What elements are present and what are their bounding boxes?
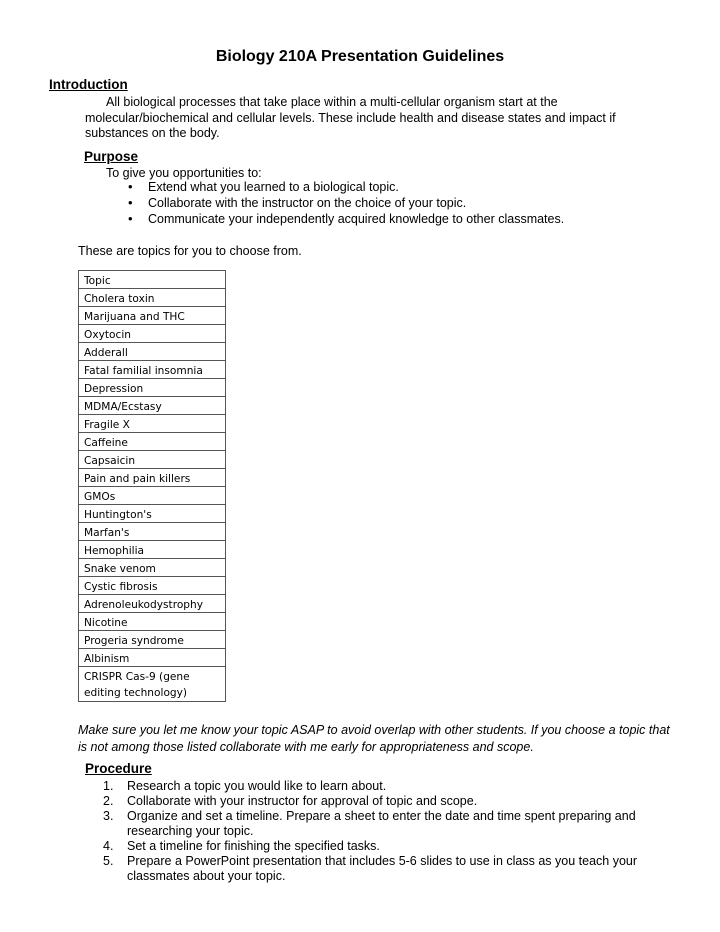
procedure-heading: Procedure: [85, 761, 152, 776]
introduction-line-2: molecular/biochemical and cellular levels. These include health and disease states and impact if: [85, 111, 616, 125]
topics-table: [78, 270, 226, 702]
step-number: 2.: [103, 794, 114, 808]
table-row: Nicotine: [79, 613, 226, 631]
step-text: Research a topic you would like to learn about.: [127, 779, 387, 793]
step-number: 5.: [103, 854, 114, 868]
purpose-heading: Purpose: [84, 149, 139, 164]
purpose-bullet: • Collaborate with the instructor on the choice of your topic.: [128, 195, 564, 211]
topic-note: Make sure you let me know your topic ASAP to avoid overlap with other students. If you choose a topic that is not among those listed collaborate with me early for appropriateness and scope.: [78, 723, 670, 754]
introduction-line-1: All biological processes that take place within a multi-cellular organism start at the: [106, 95, 558, 109]
table-row: Progeria syndrome: [79, 631, 226, 649]
table-row: Hemophilia: [79, 541, 226, 559]
purpose-intro: To give you opportunities to:: [106, 166, 262, 180]
table-row: Marfan's: [79, 523, 226, 541]
table-row: Cholera toxin: [79, 289, 226, 307]
table-row: Depression: [79, 379, 226, 397]
procedure-list: [103, 779, 637, 884]
introduction-line-3: substances on the body.: [85, 126, 220, 140]
step-number: 4.: [103, 839, 114, 853]
procedure-step: [103, 779, 637, 794]
procedure-step: [103, 794, 637, 809]
topics-table-header: Topic: [79, 271, 226, 289]
step-text: Organize and set a timeline. Prepare a sheet to enter the date and time spent preparing and: [127, 809, 636, 823]
table-row: Fragile X: [79, 415, 226, 433]
table-row: Cystic fibrosis: [79, 577, 226, 595]
table-row: Adderall: [79, 343, 226, 361]
table-row: GMOs: [79, 487, 226, 505]
procedure-step: [103, 839, 637, 854]
step-number: 1.: [103, 779, 114, 793]
table-row: Marijuana and THC: [79, 307, 226, 325]
table-row: Oxytocin: [79, 325, 226, 343]
purpose-bullet: • Communicate your independently acquired knowledge to other classmates.: [128, 211, 564, 227]
table-row: Huntington's: [79, 505, 226, 523]
step-text-continued: researching your topic.: [127, 824, 254, 838]
table-row: CRISPR Cas-9 (gene editing technology): [79, 667, 226, 702]
step-text: Set a timeline for finishing the specified tasks.: [127, 839, 380, 853]
table-row: Snake venom: [79, 559, 226, 577]
step-text: Collaborate with your instructor for approval of topic and scope.: [127, 794, 478, 808]
step-text-continued: classmates about your topic.: [127, 869, 286, 883]
topics-intro: These are topics for you to choose from.: [78, 244, 302, 258]
table-row: MDMA/Ecstasy: [79, 397, 226, 415]
table-row: Capsaicin: [79, 451, 226, 469]
table-row: Caffeine: [79, 433, 226, 451]
table-row: Albinism: [79, 649, 226, 667]
procedure-step: [103, 854, 637, 884]
purpose-bullet-list: [128, 179, 564, 227]
table-row: Fatal familial insomnia: [79, 361, 226, 379]
procedure-step: [103, 809, 637, 839]
purpose-bullet: • Extend what you learned to a biological topic.: [128, 179, 564, 195]
step-number: 3.: [103, 809, 114, 823]
introduction-heading: Introduction: [49, 77, 128, 92]
table-row: Adrenoleukodystrophy: [79, 595, 226, 613]
table-row: Pain and pain killers: [79, 469, 226, 487]
step-text: Prepare a PowerPoint presentation that includes 5-6 slides to use in class as you teach your: [127, 854, 638, 868]
page-title: Biology 210A Presentation Guidelines: [215, 48, 505, 65]
